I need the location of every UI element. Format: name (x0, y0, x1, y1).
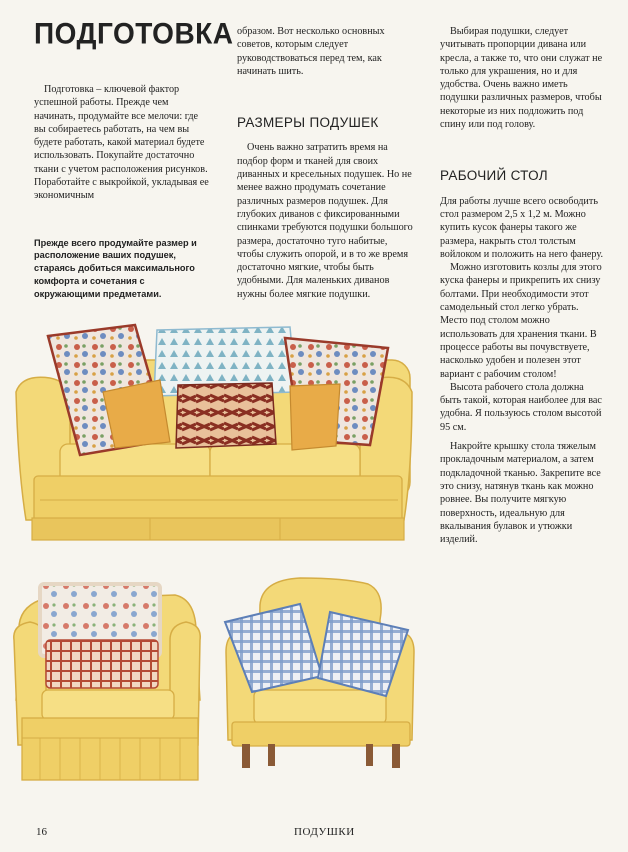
column-3-top-paragraph: Выбирая подушки, следует учитывать пропорции дивана или кресла, а также то, что они служат не только для украшения, но и для удобства. Очень важно иметь подушки различных размеров, чтобы некоторые из них подложить под спину или под голову. (440, 26, 603, 131)
armchair-right-illustration (225, 578, 414, 768)
page-heading: ПОДГОТОВКА (34, 17, 234, 50)
running-footer: ПОДУШКИ (294, 826, 355, 838)
section-work-table-p2: Можно изготовить козлы для этого куска фанеры и прикрепить их снизу болтами. При необходимости этот самодельный стол легко убрать. Место под столом можно использовать для хранения ткани. В процессе работы вы почувствуете, насколько удобен и полезен этот вариант с рабочим столом! (440, 262, 602, 380)
section-work-table-title: РАБОЧИЙ СТОЛ (440, 168, 548, 184)
section-work-table-p3: Высота рабочего стола должна быть такой, которая наиболее для вас удобна. Я пользуюсь столом высотой 95 см. (440, 381, 602, 433)
column-2-top-paragraph: образом. Вот несколько основных советов, которым следует руководствоваться перед тем, как начинать шить. (237, 26, 385, 77)
section-work-table-p1: Для работы лучше всего освободить стол размером 2,5 х 1,2 м. Можно купить кусок фанеры такого же размера, накрыть стол толстым войлоком и положить на него фанеру. (440, 195, 603, 260)
armchair-left-illustration (14, 584, 200, 780)
section-cushion-sizes-title: РАЗМЕРЫ ПОДУШЕК (237, 115, 379, 131)
lead-paragraph: Прежде всего продумайте размер и расположение ваших подушек, стараясь добиться максимального комфорта и сочетания с окружающими предметами. (34, 237, 197, 299)
section-work-table-p4: Накройте крышку стола тяжелым прокладочным материалом, а затем подкладочной тканью. Закрепите все это снизу, натянув ткань как можно ровнее. Вы получите мягкую поверхность, идеальную для вкалывания булавок и утюжки изделий. (440, 441, 601, 546)
sofa-illustration (16, 325, 412, 540)
intro-paragraph: Подготовка – ключевой фактор успешной работы. Прежде чем начинать, продумайте все мелочи: где вы собираетесь работать, на чем вы будете работать, какой материал будете использовать. Покупайте достаточно ткани с учетом расположения рисунков. Поработайте с выкройкой, укладывая ее экономичным (34, 84, 209, 202)
page-number: 16 (36, 826, 47, 838)
section-cushion-sizes-paragraph: Очень важно затратить время на подбор форм и тканей для своих диванных и кресельных подушек. Но не менее важно продумать сочетание различных размеров подушек. Для глубоких диванов с фиксированными спинками требуются подушки большого размера, достаточно туго набитые, чтобы служить опорой, и в то же время достаточно мягкие, чтобы быть удобными. Для маленьких диванов нужны более мягкие подушки. (237, 142, 413, 300)
